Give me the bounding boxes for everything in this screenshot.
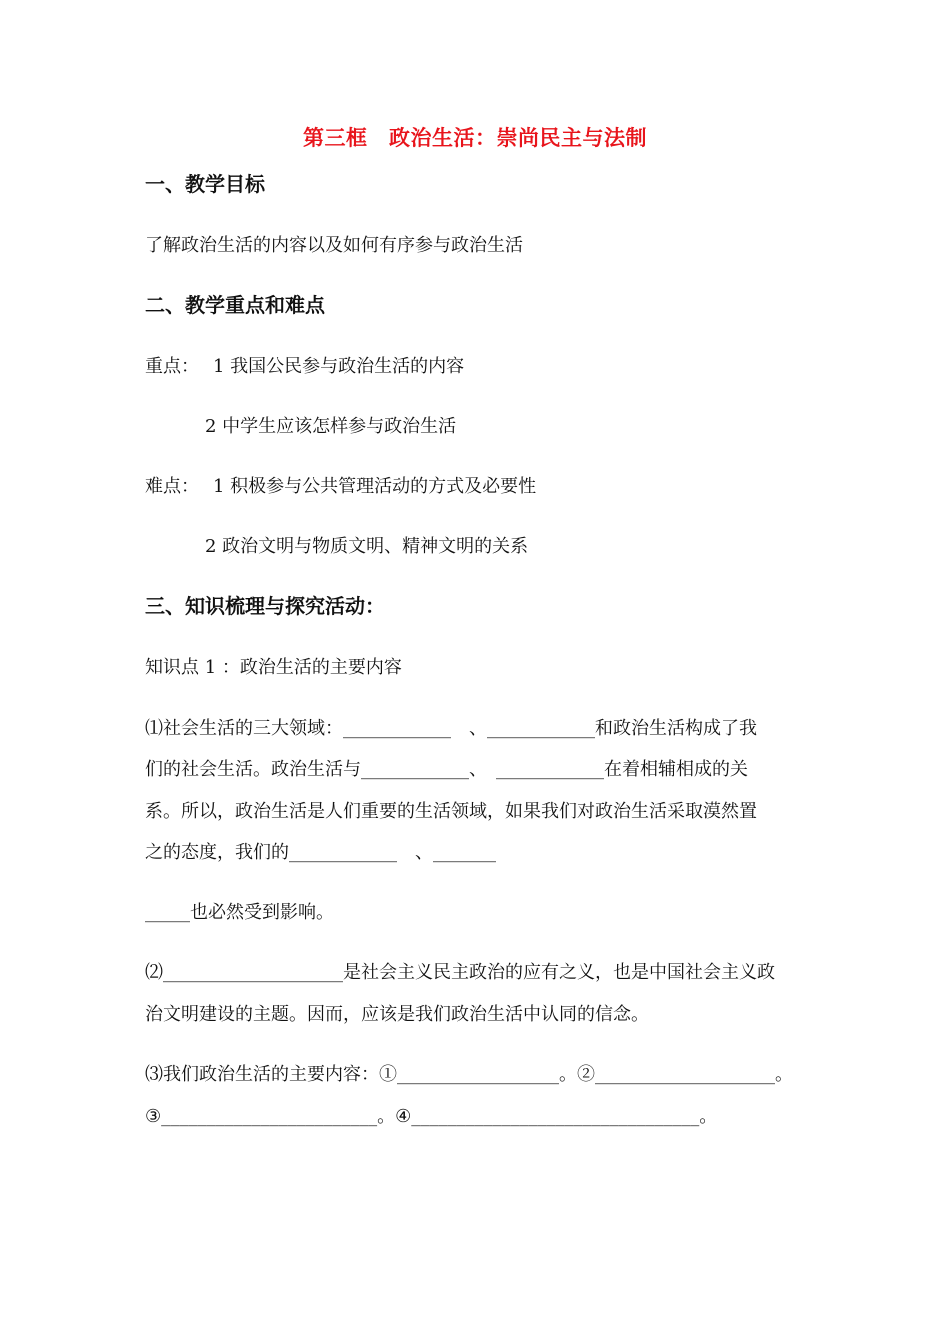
question-3-line-1: ⑶我们政治生活的主要内容：①__________________。②____________________。 (145, 1064, 793, 1085)
difficult-point-label: 难点： (145, 476, 199, 497)
knowledge-point-1-title: 知识点 1 ：政治生活的主要内容 (145, 657, 402, 678)
objectives-text: 了解政治生活的内容以及如何有序参与政治生活 (145, 235, 523, 256)
question-2-line-2: 治文明建设的主题。因而，应该是我们政治生活中认同的信念。 (145, 1004, 649, 1025)
difficult-point-1: 1 积极参与公共管理活动的方式及必要性 (213, 476, 537, 497)
key-point-1: 1 我国公民参与政治生活的内容 (213, 356, 465, 377)
page-title: 第三框 政治生活：崇尚民主与法制 (303, 126, 647, 150)
question-1-line-5: _____也必然受到影响。 (145, 902, 334, 923)
question-2-line-1: ⑵____________________是社会主义民主政治的应有之义，也是中国社会主义政 (145, 962, 775, 983)
question-1-line-1: ⑴社会生活的三大领域：____________ 、____________和政治生活构成了我 (145, 718, 757, 739)
section-heading-objectives: 一、教学目标 (145, 172, 265, 196)
difficult-point-1-row (145, 475, 536, 499)
section-heading-knowledge: 三、知识梳理与探究活动： (145, 594, 385, 618)
key-point-1-row (145, 355, 464, 379)
question-1-line-2: 们的社会生活。政治生活与____________、 ____________在着相辅相成的关 (145, 759, 748, 780)
question-1-line-3: 系。所以，政治生活是人们重要的生活领域，如果我们对政治生活采取漠然置 (145, 801, 757, 822)
key-point-label: 重点： (145, 356, 199, 377)
key-point-2: 2 中学生应该怎样参与政治生活 (205, 416, 457, 437)
question-1-line-4: 之的态度，我们的____________ 、_______ (145, 842, 496, 863)
question-3-line-2: ③________________________。④________________________________。 (145, 1106, 718, 1127)
difficult-point-2: 2 政治文明与物质文明、精神文明的关系 (205, 536, 529, 557)
section-heading-key-points: 二、教学重点和难点 (145, 293, 325, 317)
